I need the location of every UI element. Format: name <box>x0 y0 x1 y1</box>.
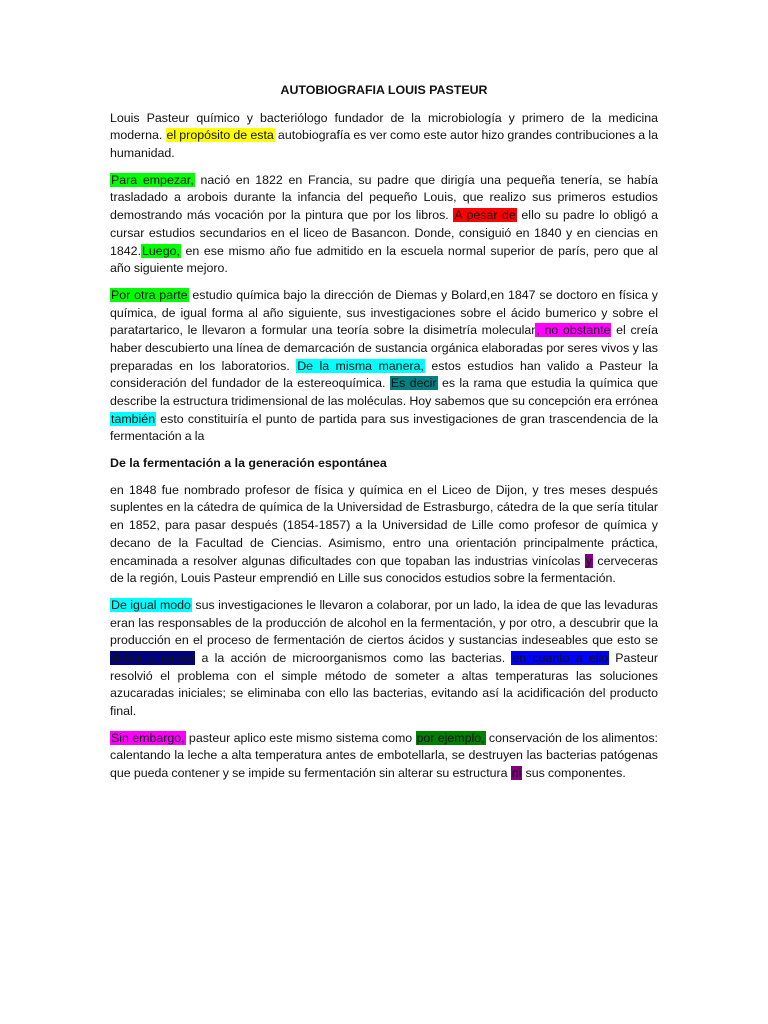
paragraph-early-life <box>110 172 658 278</box>
text-run: es la rama que estudia la química que describe la estructura tridimensional de las moléculas. Hoy sabemos que su concepción era errónea <box>110 376 658 409</box>
highlight-green: Para empezar, <box>111 172 194 187</box>
text-run: sus investigaciones le llevaron a colaborar, por un lado, la idea de que las levaduras eran las responsables de la producción de alcohol en la fermentación, y por otro, a descubrir que la producción en el proceso de fermentación de ciertos ácidos y sustancias indeseables que esto se <box>110 597 658 648</box>
highlight-navy: debía a causa <box>111 650 195 665</box>
text-run: esto constituiría el punto de partida para sus investigaciones de gran trascendencia de la fermentación a la <box>110 411 658 444</box>
highlight-cyan: De igual modo <box>111 597 191 612</box>
highlight-magenta: Sin embargo, <box>111 730 185 745</box>
text-run: a la acción de microorganismos como las bacterias. <box>195 650 512 665</box>
document-body <box>110 82 658 792</box>
highlight-purple: ni <box>511 766 522 781</box>
text-run: conservación de los alimentos: calentando la leche a alta temperatura antes de embotellarla, se destruyen las bacterias patógenas que pueda contener y se impide su fermentación sin alterar su estructura <box>110 730 658 781</box>
text-run: pasteur aplico este mismo sistema como <box>185 730 416 745</box>
text-run: Louis Pasteur químico y bacteriólogo fundador de la microbiología y primero de la medicina moderna. <box>110 110 658 143</box>
highlight-teal: Es decir <box>390 376 437 391</box>
highlight-green: Luego, <box>142 243 180 258</box>
highlight-cyan: también <box>111 411 156 426</box>
text-run: sus componentes. <box>522 766 626 781</box>
highlight-darkgreen: por ejemplo, <box>416 730 485 745</box>
section-heading: De la fermentación a la generación espontánea <box>110 456 387 471</box>
text-run: en 1848 fue nombrado profesor de física y química en el Liceo de Dijon, y tres meses después suplentes en la cátedra de química de la Universidad de Estrasburgo, cátedra de la que sería titular en 1852, para pasar después (1854-1857) a la Universidad de Lille como profesor de química y decano de la Facultad de Ciencias. Asimismo, entro una orientación principalmente práctica, encaminada a resolver algunas dificultades con que topaban las industrias vinícolas <box>110 482 658 568</box>
text-run: estudio química bajo la dirección de Diemas y Bolard,en 1847 se doctoro en física y química, de igual forma al año siguiente, sus investigaciones sobre el ácido bumerico y sobre el paratartarico, le llevaron a formular una teoría sobre la disimetría molecular <box>110 287 659 338</box>
paragraph-career <box>110 482 658 588</box>
text-run: ello su padre lo obligó a cursar estudios secundarios en el liceo de Basancon. Donde, consiguió en 1840 y en ciencias en 1842. <box>110 208 658 258</box>
paragraph-chemistry <box>110 287 658 446</box>
highlight-red: A pesar de <box>454 208 516 223</box>
paragraph-preservation <box>110 730 658 783</box>
text-run: el creía haber descubierto una línea de demarcación de sustancia orgánica elaboradas por seres vivos y las preparadas en los laboratorios. <box>110 323 658 373</box>
highlight-magenta: , no obstante <box>536 323 611 338</box>
highlight-purple: y <box>585 553 592 568</box>
highlight-cyan: De la misma manera, <box>297 358 424 373</box>
document-title: AUTOBIOGRAFIA LOUIS PASTEUR <box>280 83 488 97</box>
paragraph-intro <box>110 110 658 163</box>
text-run: en ese mismo año fue admitido en la escuela normal superior de parís, pero que al año siguiente mejoro. <box>110 243 658 276</box>
paragraph-fermentation <box>110 597 658 721</box>
text-run: estos estudios han valido a Pasteur la consideración del fundador de la estereoquímica. <box>110 358 658 391</box>
text-run: Pasteur resolvió el problema con el simple método de someter a altas temperaturas las soluciones azucaradas iniciales; se eliminaba con ello las bacterias, evitando así la acidificación del producto final. <box>110 650 658 719</box>
text-run: autobiografía es ver como este autor hizo grandes contribuciones a la humanidad. <box>110 128 658 161</box>
highlight-yellow: el propósito de esta <box>166 128 274 143</box>
text-run: cerveceras de la región, Louis Pasteur emprendió en Lille sus conocidos estudios sobre la fermentación. <box>110 553 658 586</box>
text-run: nació en 1822 en Francia, su padre que dirigía una pequeña tenería, se había trasladado a arobois durante la infancia del pequeño Louis, que realizo sus primeros estudios demostrando más vocación por la pintura que por los libros. <box>110 172 659 223</box>
highlight-blue: en cuanto a ello <box>512 650 609 665</box>
highlight-green: Por otra parte <box>111 287 188 302</box>
